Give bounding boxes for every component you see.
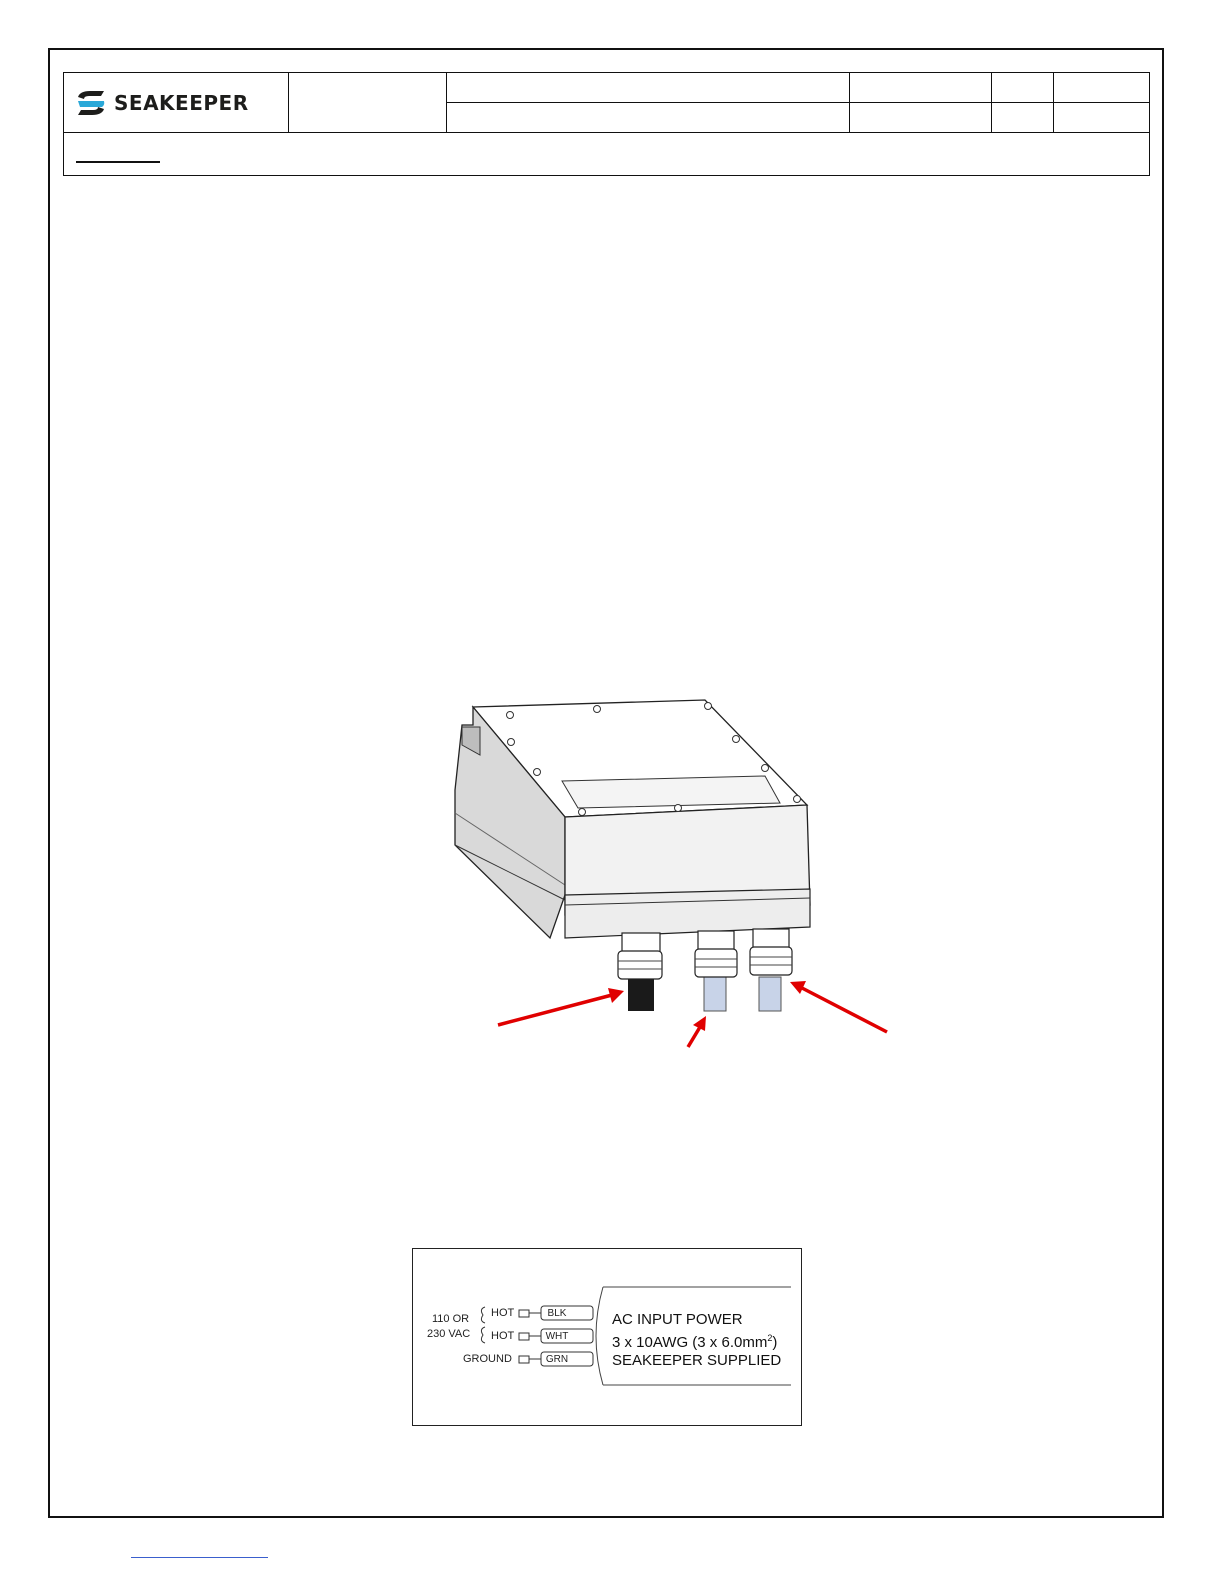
cable-spec-line2: 3 x 10AWG (3 x $6.0mm^2$) bbox=[612, 1333, 778, 1351]
header-cell-rev-value bbox=[992, 103, 1054, 133]
signal-cable-light-2 bbox=[759, 977, 781, 1011]
arrow-icon bbox=[498, 988, 624, 1025]
cable-spec-line3: SEAKEEPER SUPPLIED bbox=[612, 1352, 782, 1369]
screw-icon bbox=[762, 765, 769, 772]
screw-icon bbox=[507, 712, 514, 719]
seakeeper-logo bbox=[64, 74, 288, 132]
power-cable-dark bbox=[628, 977, 654, 1011]
cable-gland-1 bbox=[618, 933, 662, 979]
wire-code-grn: GRN bbox=[545, 1354, 569, 1365]
voltage-label-line1: 110 OR bbox=[432, 1313, 470, 1325]
screw-icon bbox=[534, 769, 541, 776]
header-cell-page bbox=[1054, 73, 1150, 103]
logo-cell bbox=[64, 73, 289, 133]
document-header bbox=[63, 72, 1150, 176]
voltage-label-line2: 230 VAC bbox=[427, 1328, 471, 1340]
screw-icon bbox=[675, 805, 682, 812]
arrow-icon bbox=[688, 1016, 706, 1047]
wire-role-hot-1: HOT bbox=[491, 1307, 515, 1319]
header-cell-page-value bbox=[1054, 103, 1150, 133]
screw-icon bbox=[733, 736, 740, 743]
header-cell-date bbox=[850, 103, 992, 133]
arrow-icon bbox=[790, 981, 887, 1032]
wire-role-ground: GROUND bbox=[463, 1353, 512, 1365]
seakeeper-logo-icon bbox=[74, 87, 108, 119]
ac-input-wiring-diagram bbox=[412, 1248, 802, 1426]
cable-gland-2 bbox=[695, 931, 737, 977]
screw-icon bbox=[594, 706, 601, 713]
enclosure-label-recess bbox=[562, 776, 780, 808]
screw-icon bbox=[705, 703, 712, 710]
signal-cable-light-1 bbox=[704, 977, 726, 1011]
logo-wordmark: SEAKEEPER bbox=[114, 90, 249, 115]
wire-code-wht: WHT bbox=[545, 1331, 569, 1342]
header-cell-subtitle bbox=[447, 103, 850, 133]
cable-spec-line1: AC INPUT POWER bbox=[612, 1311, 743, 1328]
screw-icon bbox=[508, 739, 515, 746]
section-heading-underline bbox=[76, 161, 160, 163]
section-heading-cell bbox=[64, 133, 1150, 176]
footer-link-underline[interactable] bbox=[131, 1557, 268, 1558]
screw-icon bbox=[579, 809, 586, 816]
header-cell-empty-1 bbox=[289, 73, 447, 133]
header-cell-rev bbox=[992, 73, 1054, 103]
cable-gland-3 bbox=[750, 929, 792, 975]
wire-role-hot-2: HOT bbox=[491, 1330, 515, 1342]
screw-icon bbox=[794, 796, 801, 803]
cable-spec-text bbox=[612, 1311, 781, 1370]
wire-code-blk: BLK bbox=[547, 1308, 567, 1319]
header-cell-doc-number bbox=[850, 73, 992, 103]
enclosure-illustration bbox=[440, 695, 900, 1055]
header-cell-title bbox=[447, 73, 850, 103]
